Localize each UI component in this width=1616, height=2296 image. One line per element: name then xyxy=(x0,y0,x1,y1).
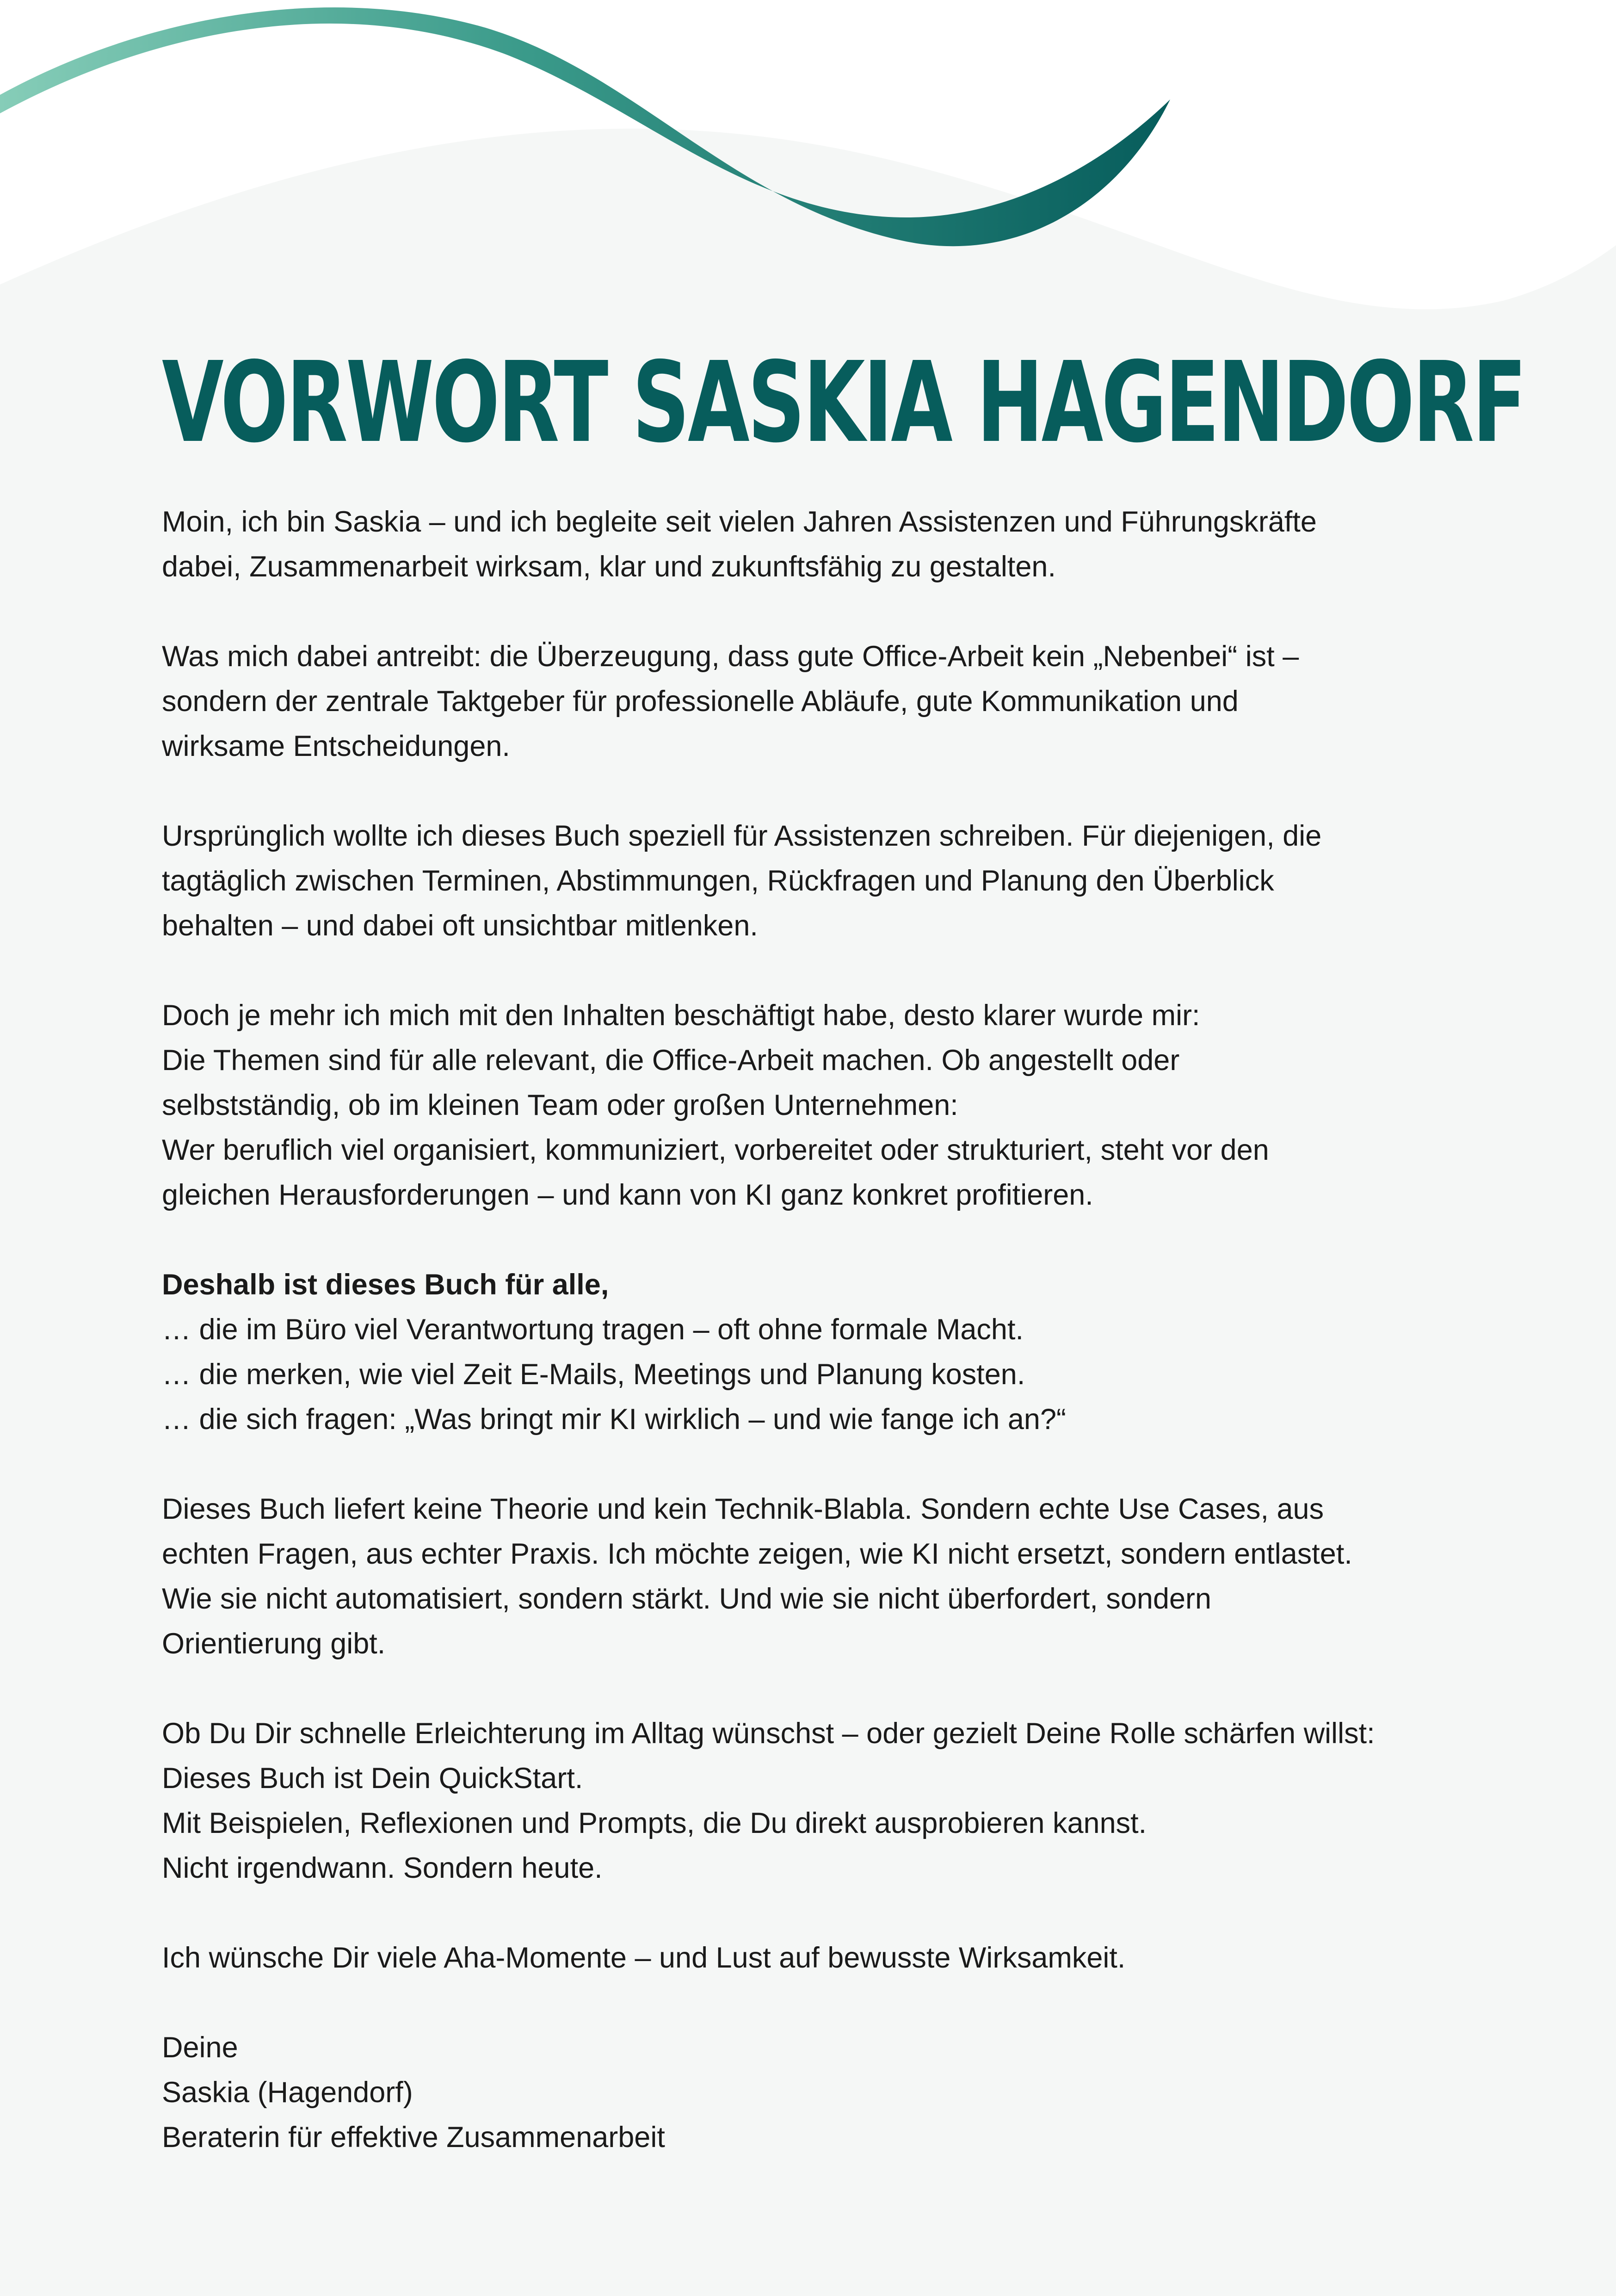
paragraph-motivation xyxy=(162,634,1503,769)
text-line: Mit Beispielen, Reflexionen und Prompts, die Du direkt ausprobieren kannst. xyxy=(162,1807,1147,1839)
signature-block xyxy=(162,2025,1503,2160)
text-line: Doch je mehr ich mich mit den Inhalten beschäftigt habe, desto klarer wurde mir: xyxy=(162,999,1200,1032)
text-line: Nicht irgendwann. Sondern heute. xyxy=(162,1852,603,1884)
paragraph-audience xyxy=(162,1262,1503,1442)
text-line: Orientierung gibt. xyxy=(162,1628,386,1660)
paragraph-approach xyxy=(162,1487,1503,1666)
signature-role: Beraterin für effektive Zusammenarbeit xyxy=(162,2121,665,2154)
header-wave-decoration xyxy=(0,0,1616,324)
text-line: Ich wünsche Dir viele Aha-Momente – und Lust auf bewusste Wirksamkeit. xyxy=(162,1942,1126,1974)
text-line: behalten – und dabei oft unsichtbar mitlenken. xyxy=(162,910,758,942)
text-line: echten Fragen, aus echter Praxis. Ich möchte zeigen, wie KI nicht ersetzt, sondern entlastet. xyxy=(162,1538,1352,1570)
text-line: Was mich dabei antreibt: die Überzeugung, dass gute Office-Arbeit kein „Nebenbei“ ist – xyxy=(162,640,1299,673)
paragraph-intro xyxy=(162,500,1503,589)
text-line: Dieses Buch ist Dein QuickStart. xyxy=(162,1762,583,1795)
paragraph-realization xyxy=(162,993,1503,1218)
text-line: selbstständig, ob im kleinen Team oder großen Unternehmen: xyxy=(162,1089,958,1121)
text-line: gleichen Herausforderungen – und kann von KI ganz konkret profitieren. xyxy=(162,1179,1093,1211)
paragraph-origin xyxy=(162,814,1503,948)
list-item: … die merken, wie viel Zeit E-Mails, Meetings und Planung kosten. xyxy=(162,1358,1025,1391)
text-line: Moin, ich bin Saskia – und ich begleite seit vielen Jahren Assistenzen und Führungskräfte xyxy=(162,506,1317,538)
text-line: sondern der zentrale Taktgeber für professionelle Abläufe, gute Kommunikation und xyxy=(162,685,1239,718)
text-line: Die Themen sind für alle relevant, die Office-Arbeit machen. Ob angestellt oder xyxy=(162,1044,1180,1077)
text-line: Dieses Buch liefert keine Theorie und kein Technik-Blabla. Sondern echte Use Cases, aus xyxy=(162,1493,1324,1525)
text-line: wirksame Entscheidungen. xyxy=(162,730,510,762)
list-item: … die sich fragen: „Was bringt mir KI wirklich – und wie fange ich an?“ xyxy=(162,1403,1066,1436)
text-line: Ursprünglich wollte ich dieses Buch speziell für Assistenzen schreiben. Für diejenigen, die xyxy=(162,820,1322,852)
text-line: tagtäglich zwischen Terminen, Abstimmungen, Rückfragen und Planung den Überblick xyxy=(162,865,1274,897)
signature-name: Saskia (Hagendorf) xyxy=(162,2076,413,2109)
paragraph-wish xyxy=(162,1936,1503,1980)
text-line: Ob Du Dir schnelle Erleichterung im Alltag wünschst – oder gezielt Deine Rolle schärfen willst: xyxy=(162,1717,1375,1750)
signature-closing: Deine xyxy=(162,2031,238,2064)
text-line: Wer beruflich viel organisiert, kommuniziert, vorbereitet oder strukturiert, steht vor den xyxy=(162,1134,1269,1166)
foreword-body xyxy=(162,500,1503,2160)
page-title: VORWORT SASKIA HAGENDORF xyxy=(162,338,1525,467)
text-line: dabei, Zusammenarbeit wirksam, klar und zukunftsfähig zu gestalten. xyxy=(162,551,1056,583)
foreword-content xyxy=(162,338,1525,2205)
paragraph-quickstart xyxy=(162,1711,1503,1891)
list-item: … die im Büro viel Verantwortung tragen – oft ohne formale Macht. xyxy=(162,1313,1024,1346)
text-line: Wie sie nicht automatisiert, sondern stärkt. Und wie sie nicht überfordert, sondern xyxy=(162,1583,1212,1615)
audience-heading: Deshalb ist dieses Buch für alle, xyxy=(162,1269,609,1301)
